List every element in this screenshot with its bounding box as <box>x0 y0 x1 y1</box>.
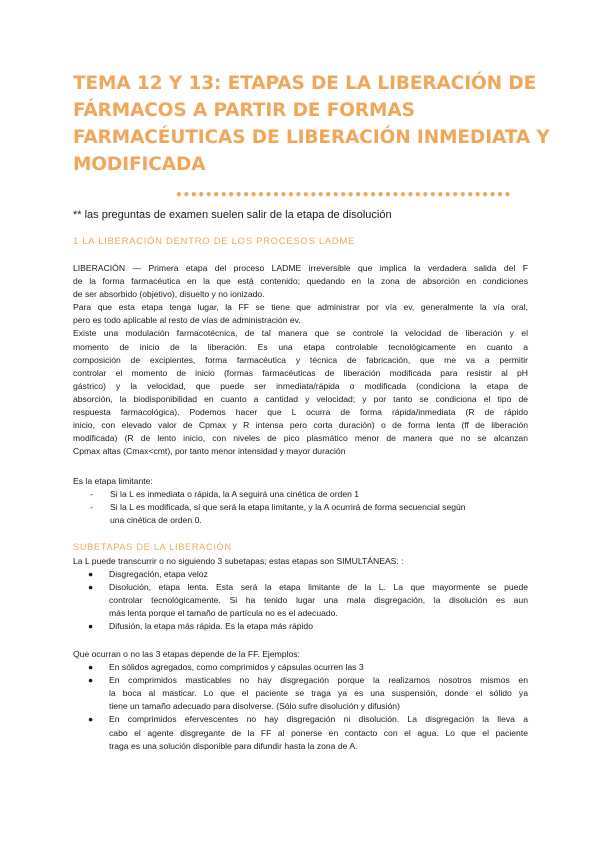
bullet-marker: ● <box>88 621 94 632</box>
text-line: la boca al masticar. Lo que el paciente se traga ya es una suspensión, donde el sólido ya <box>109 688 528 699</box>
text-line: de ser absorbido (objetivo), disuelto y no ionizado. <box>73 289 265 300</box>
text-line: momento de inicio de la liberación. Es una etapa controlable tecnológicamente en cuanto a <box>73 341 528 352</box>
text-line: respuesta farmacológica). Podemos hacer que L ocurra de forma rápida/inmediata (R de rápido <box>73 407 528 418</box>
list-item <box>73 568 528 581</box>
text-line: más lenta porque el tamaño de partícula no es el adecuado. <box>109 608 338 619</box>
title-line: MODIFICADA <box>73 154 206 175</box>
text-line: traga es una solución disponible para difundir hasta la zona de A. <box>109 740 358 751</box>
subetapas-intro: La L puede transcurrir o no siguiendo 3 subetapas; estas etapas son SIMULTÁNEAS: : <box>73 556 404 566</box>
dash-marker: - <box>90 489 93 500</box>
text-line: una cinética de orden 0. <box>110 515 202 526</box>
text-line: Para que esta etapa tenga lugar, la FF se tiene que administrar por vía ev, generalmente la vía oral, <box>73 302 528 313</box>
text-line: controlar el momento de inicio (formas farmacéuticas de liberación modificada para resistir al pH <box>73 367 528 378</box>
text-line: cabo el agente disgregante de la FF al ponerse en contacto con el agua. Lo que el paciente <box>109 727 528 738</box>
ejemplos-intro: Que ocurran o no las 3 etapas depende de la FF. Ejemplos: <box>73 649 300 659</box>
limitante-section <box>73 475 528 527</box>
title-line: FARMACÉUTICAS DE LIBERACIÓN INMEDIATA Y <box>73 127 550 148</box>
text-line: tiene un tamaño adecuado para disolverse. (Sólo sufre disolución y difusión) <box>109 701 400 712</box>
text-line: En comprimidos efervescentes no hay disgregación ni disolución. La disgregación la lleva a <box>109 714 528 725</box>
text-line: inicio, con elevado valor de Cpmax y R intensa pero corta duración) o de forma lenta (ff de liberación <box>73 420 528 431</box>
list-item <box>73 620 528 633</box>
text-line: pero es todo aplicable al resto de vías de administración ev. <box>73 315 301 326</box>
list-item <box>73 501 528 527</box>
text-line: Disgregación, etapa veloz <box>109 569 208 580</box>
ejemplos-section <box>73 648 528 753</box>
title-line: TEMA 12 Y 13: ETAPAS DE LA LIBERACIÓN DE <box>73 73 537 94</box>
bullet-marker: ● <box>88 569 94 580</box>
bullet-marker: ● <box>88 714 94 725</box>
limitante-intro: Es la etapa limitante: <box>73 476 153 486</box>
text-line: Cpmax altas (Cmax<cmt), por tanto menor intensidad y mayor duración <box>73 446 346 457</box>
text-line: LIBERACIÓN — Primera etapa del proceso LADME irreversible que implica la verdadera salida del F <box>73 263 528 273</box>
text-line: En comprimidos masticables no hay disgregación porque la realizamos nosotros mismos en <box>109 675 528 686</box>
list-item <box>73 581 528 620</box>
text-line: de la forma farmacéutica en la que está contenido; quedando en la zona de absorción en condiciones <box>73 276 528 287</box>
text-line: En sólidos agregados, como comprimidos y cápsulas ocurren las 3 <box>109 662 364 673</box>
paragraph-liberacion <box>73 262 528 458</box>
text-line: gástrico) y la velocidad, que puede ser inmediata/rápida o modificada (condiciona la etapa de <box>73 380 528 391</box>
subetapas-section <box>73 555 528 634</box>
document-title <box>73 70 550 178</box>
text-line: Difusión, la etapa más rápida. Es la etapa más rápido <box>109 621 313 632</box>
text-line: Si la L es inmediata o rápida, la A seguirá una cinética de orden 1 <box>110 489 360 500</box>
list-item <box>73 674 528 713</box>
text-line: Disolución, etapa lenta. Esta será la etapa limitante de la L. La que mayormente se puede <box>109 582 528 593</box>
text-line: controlar tecnológicamente. Si ha tenido lugar una mala disgregación, la disolución es aun <box>109 595 528 606</box>
text-line: Existe una modulación farmacotécnica, de tal manera que se controle la velocidad de liberación y el <box>73 328 528 339</box>
decorative-dots-divider: ••••••••••••••••••••••••••••••••••••••••••••• <box>175 188 512 202</box>
section-heading-ladme: 1 LA LIBERACIÓN DENTRO DE LOS PROCESOS LADME <box>73 236 356 247</box>
text-line: Si la L es modificada, sí que será la etapa limitante, y la A ocurrirá de forma secuencial según <box>110 502 466 513</box>
text-line: composición de excipientes, forma farmacéutica y técnica de fabricación, que me va a permitir <box>73 354 528 365</box>
list-item <box>73 488 528 501</box>
title-line: FÁRMACOS A PARTIR DE FORMAS <box>73 100 415 121</box>
section-heading-subetapas: SUBETAPAS DE LA LIBERACIÓN <box>73 542 232 552</box>
bullet-marker: ● <box>88 582 94 593</box>
text-line: modificada) (R de lento inicio, con niveles de pico plasmático menor de manera que no se alcanzan <box>73 433 528 444</box>
exam-note: ** las preguntas de examen suelen salir de la etapa de disolución <box>73 209 392 221</box>
bullet-marker: ● <box>88 662 94 673</box>
list-item <box>73 713 528 752</box>
text-line: absorción, la biodisponibilidad en cuanto a cantidad y velocidad; y por tanto se condiciona el tipo de <box>73 393 528 404</box>
bullet-marker: ● <box>88 675 94 686</box>
list-item <box>73 661 528 674</box>
dash-marker: - <box>90 502 93 513</box>
